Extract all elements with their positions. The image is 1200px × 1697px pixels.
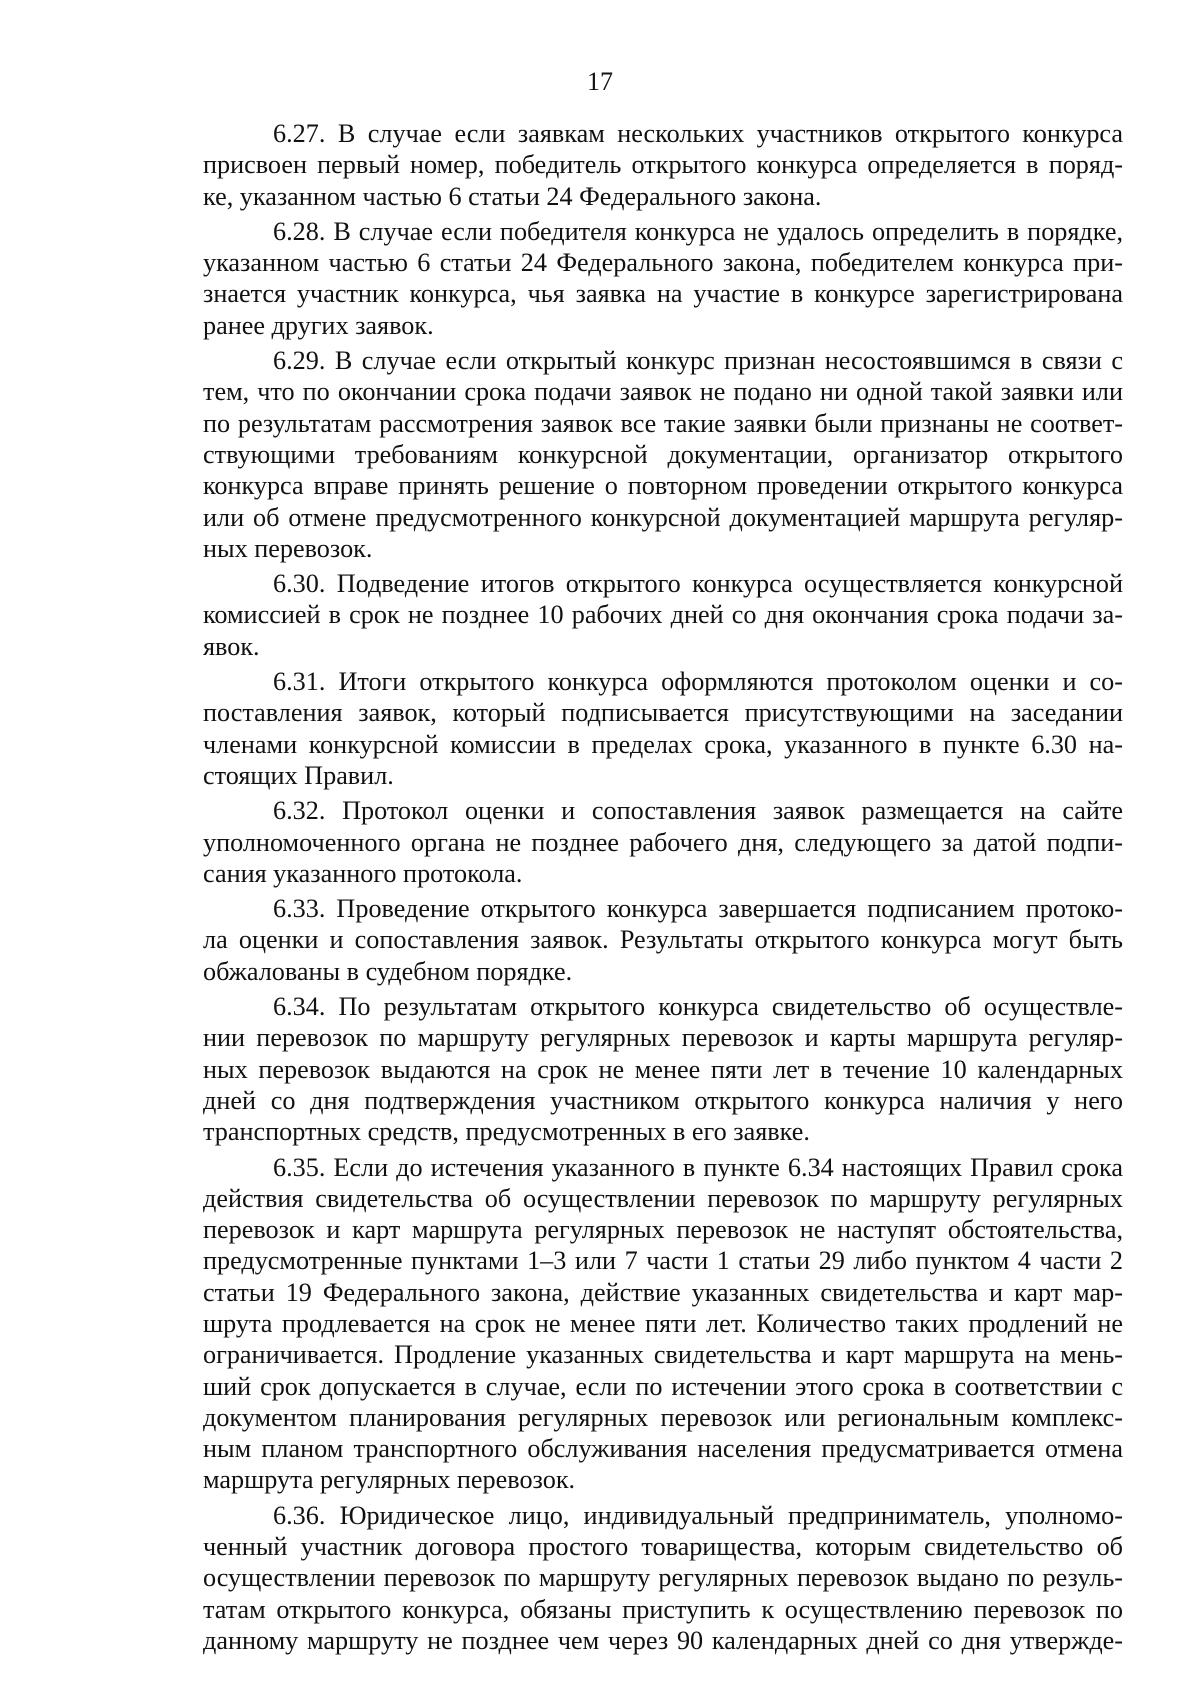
document-body	[203, 118, 1123, 1660]
text-line: 6.27. В случае если заявкам нескольких участников открытого конкурса	[273, 119, 1123, 148]
text-line: конкурса вправе принять решение о повторном проведении открытого конкурса	[203, 471, 1123, 501]
text-line: 6.32. Протокол оценки и сопоставления заявок размещается на сайте	[273, 796, 1123, 826]
text-line: татам открытого конкурса, обязаны приступить к осуществлению перевозок по	[203, 1594, 1123, 1624]
text-line: или об отмене предусмотренного конкурсной документацией маршрута регуляр-	[203, 502, 1123, 532]
text-line: ствующими требованиям конкурсной документации, организатор открытого	[203, 439, 1123, 469]
text-line: 6.34. По результатам открытого конкурса свидетельство об осуществле-	[273, 992, 1123, 1022]
text-line: нии перевозок по маршруту регулярных перевозок и карты маршрута регуляр-	[203, 1023, 1123, 1053]
text-line: поставления заявок, который подписывается присутствующими на заседании	[203, 698, 1123, 728]
page-number: 17	[587, 67, 613, 96]
text-line: ранее других заявок.	[203, 310, 434, 340]
text-line: 6.36. Юридическое лицо, индивидуальный предприниматель, уполномо-	[273, 1500, 1123, 1530]
text-line: членами конкурсной комиссии в пределах срока, указанного в пункте 6.30 на-	[203, 729, 1123, 759]
text-line: указанном частью 6 статьи 24 Федерального закона, победителем конкурса при-	[203, 248, 1123, 278]
text-line: ке, указанном частью 6 статьи 24 Федерального закона.	[203, 181, 822, 211]
text-line: обжалованы в судебном порядке.	[203, 956, 573, 986]
text-line: ным планом транспортного обслуживания населения предусматривается отмена	[203, 1434, 1123, 1464]
paragraph	[203, 893, 1123, 987]
text-line: 6.29. В случае если открытый конкурс признан несостоявшимся в связи с	[273, 346, 1123, 376]
text-line: 6.33. Проведение открытого конкурса завершается подписанием протоко-	[273, 894, 1123, 924]
text-line: комиссией в срок не позднее 10 рабочих дней со дня окончания срока подачи за-	[203, 600, 1123, 630]
text-line: дней со дня подтверждения участником открытого конкурса наличия у него	[203, 1085, 1123, 1115]
text-line: ла оценки и сопоставления заявок. Результаты открытого конкурса могут быть	[203, 925, 1123, 955]
paragraph	[203, 568, 1123, 662]
text-line: 6.31. Итоги открытого конкурса оформляются протоколом оценки и со-	[273, 667, 1123, 697]
text-line: стоящих Правил.	[203, 760, 394, 790]
paragraph	[203, 118, 1123, 212]
text-line: маршрута регулярных перевозок.	[203, 1465, 576, 1495]
paragraph	[203, 666, 1123, 791]
text-line: ший срок допускается в случае, если по истечении этого срока в соответствии с	[203, 1371, 1123, 1401]
text-line: осуществлении перевозок по маршруту регулярных перевозок выдано по резуль-	[203, 1563, 1123, 1593]
text-line: ных перевозок.	[203, 533, 373, 563]
text-line: тем, что по окончании срока подачи заявок не подано ни одной такой заявки или	[203, 377, 1123, 407]
paragraph	[203, 1500, 1123, 1656]
paragraph	[203, 345, 1123, 564]
text-line: 6.30. Подведение итогов открытого конкурса осуществляется конкурсной	[273, 569, 1123, 599]
text-line: предусмотренные пунктами 1–3 или 7 части 1 статьи 29 либо пунктом 4 части 2	[203, 1246, 1123, 1276]
text-line: явок.	[203, 631, 260, 661]
paragraph	[203, 216, 1123, 341]
text-line: 6.28. В случае если победителя конкурса не удалось определить в порядке,	[273, 216, 1123, 246]
text-line: данному маршруту не позднее чем через 90 календарных дней со дня утвержде-	[203, 1625, 1123, 1655]
text-line: ных перевозок выдаются на срок не менее пяти лет в течение 10 календарных	[203, 1054, 1123, 1084]
paragraph	[203, 991, 1123, 1147]
text-line: документом планирования регулярных перевозок или региональным комплекс-	[203, 1402, 1123, 1432]
text-line: ограничивается. Продление указанных свидетельства и карт маршрута на мень-	[203, 1340, 1123, 1370]
text-line: перевозок и карт маршрута регулярных перевозок не наступят обстоятельства,	[203, 1215, 1123, 1245]
text-line: статьи 19 Федерального закона, действие указанных свидетельства и карт мар-	[203, 1277, 1123, 1307]
paragraph	[203, 1152, 1123, 1496]
text-line: 6.35. Если до истечения указанного в пункте 6.34 настоящих Правил срока	[273, 1152, 1123, 1182]
text-line: по результатам рассмотрения заявок все такие заявки были признаны не соответ-	[203, 408, 1123, 438]
text-line: присвоен первый номер, победитель открытого конкурса определяется в поряд-	[203, 150, 1123, 180]
paragraph	[203, 795, 1123, 889]
text-line: сания указанного протокола.	[203, 858, 523, 888]
text-line: действия свидетельства об осуществлении перевозок по маршруту регулярных	[203, 1183, 1123, 1213]
text-line: знается участник конкурса, чья заявка на участие в конкурсе зарегистрирована	[203, 279, 1123, 309]
text-line: уполномоченного органа не позднее рабочего дня, следующего за датой подпи-	[203, 827, 1123, 857]
text-line: транспортных средств, предусмотренных в его заявке.	[203, 1117, 810, 1147]
text-line: ченный участник договора простого товарищества, которым свидетельство об	[203, 1532, 1123, 1562]
text-line: шрута продлевается на срок не менее пяти лет. Количество таких продлений не	[203, 1308, 1123, 1338]
